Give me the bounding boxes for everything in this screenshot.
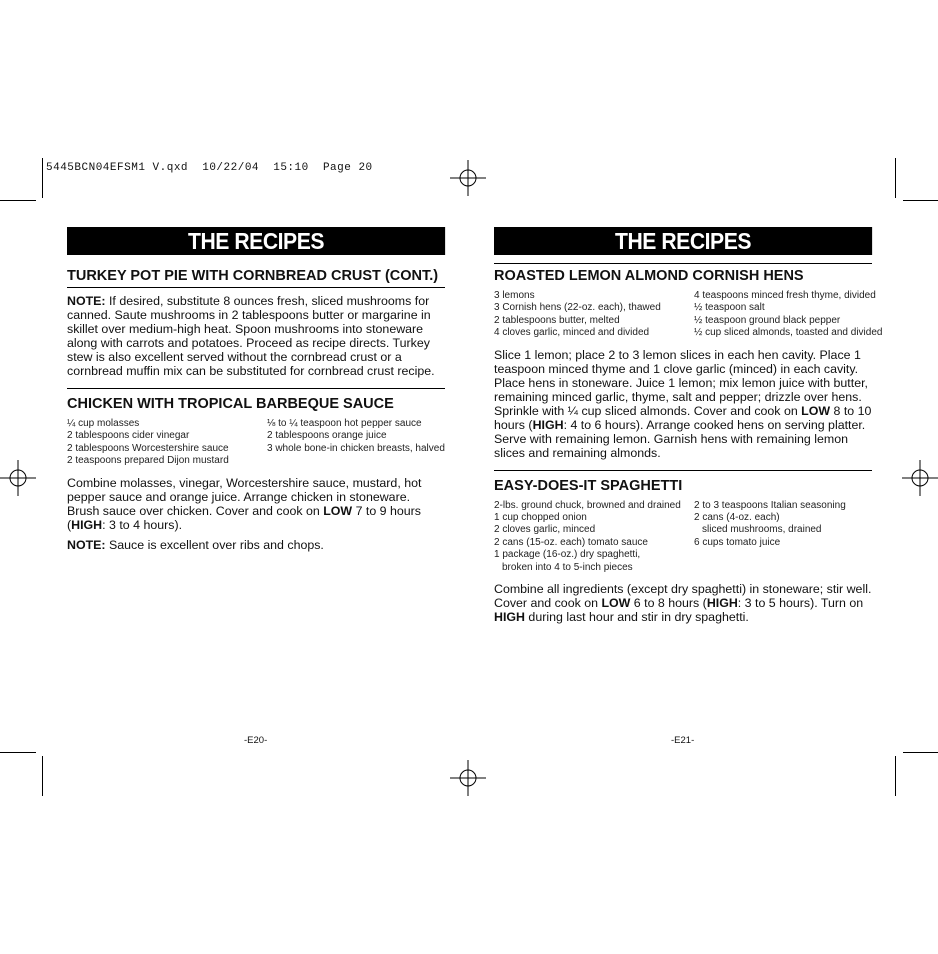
crop-mark xyxy=(0,200,36,201)
high-setting: HIGH xyxy=(494,610,525,625)
recipe-directions xyxy=(494,582,872,624)
high-setting: HIGH xyxy=(71,517,103,532)
low-setting: LOW xyxy=(323,503,353,518)
ingredient: 3 whole bone-in chicken breasts, halved xyxy=(267,442,445,454)
crop-mark xyxy=(42,158,43,198)
recipe-note xyxy=(67,294,445,378)
registration-mark-icon xyxy=(450,160,486,196)
ingredient: ½ teaspoon salt xyxy=(694,302,765,314)
low-setting: LOW xyxy=(801,403,831,418)
ingredient: 2 tablespoons Worcestershire sauce xyxy=(67,442,229,454)
directions-text: Combine molasses, vinegar, Worcestershire sauce, mustard, hot pepper sauce and orange juice. Arrange chicken in stoneware. Brush sauce over chicken. Cover and cook on xyxy=(67,475,422,518)
directions-text: Slice 1 lemon; place 2 to 3 lemon slices in each hen cavity. Place 1 teaspoon minced thyme and 1 clove garlic (minced) in each cavity. Place hens in stoneware. Juice 1 lemon; mix lemon juice with butter, remaining minced garlic, thyme, salt and pepper; drizzle over hens. Sprinkle with ¼ cup sliced almonds. Cover and cook on xyxy=(494,347,868,418)
recipe-directions xyxy=(494,348,872,460)
ingredient: 2 to 3 teaspoons Italian seasoning xyxy=(694,499,846,511)
note-text: Sauce is excellent over ribs and chops. xyxy=(105,537,324,552)
recipe-title: ROASTED LEMON ALMOND CORNISH HENS xyxy=(494,263,872,287)
page-number: -E20- xyxy=(244,735,268,746)
ingredient: 2 cans (15-oz. each) tomato sauce xyxy=(494,536,648,548)
high-setting: HIGH xyxy=(532,417,564,432)
low-setting: LOW xyxy=(601,596,631,611)
ingredient: 2 teaspoons prepared Dijon mustard xyxy=(67,455,229,467)
ingredient-list xyxy=(494,500,872,574)
ingredient: 1 package (16-oz.) dry spaghetti, xyxy=(494,549,641,561)
ingredient: ½ teaspoon ground black pepper xyxy=(694,314,841,326)
recipe-title: TURKEY POT PIE WITH CORNBREAD CRUST (CONT.) xyxy=(67,267,445,288)
ingredient: 2 tablespoons orange juice xyxy=(267,430,387,442)
directions-text: : 3 to 4 hours). xyxy=(102,517,183,532)
ingredient: 2 tablespoons butter, melted xyxy=(494,314,620,326)
ingredient: 2-lbs. ground chuck, browned and drained xyxy=(494,499,681,511)
ingredient: 3 lemons xyxy=(494,290,535,301)
high-setting: HIGH xyxy=(706,596,738,611)
ingredient: 4 teaspoons minced fresh thyme, divided xyxy=(694,290,876,301)
note-label: NOTE: xyxy=(67,294,106,308)
crop-mark xyxy=(895,158,896,198)
directions-text: 6 to 8 hours ( xyxy=(630,596,707,611)
crop-mark xyxy=(903,200,938,201)
right-page xyxy=(494,227,883,625)
ingredient: 6 cups tomato juice xyxy=(694,536,781,548)
ingredient: ½ cup sliced almonds, toasted and divided xyxy=(694,327,883,339)
registration-mark-icon xyxy=(902,460,938,496)
file-slug: 5445BCN04EFSM1 V.qxd 10/22/04 15:10 Page 20 xyxy=(46,162,373,174)
page-number: -E21- xyxy=(671,735,695,746)
recipe-directions xyxy=(67,476,445,532)
directions-text: 8 to 10 hours ( xyxy=(494,403,872,432)
crop-mark xyxy=(903,752,938,753)
ingredient-list xyxy=(494,290,883,340)
ingredient-list xyxy=(67,418,445,468)
ingredient: sliced mushrooms, drained xyxy=(702,524,822,536)
directions-text: during last hour and stir in dry spaghetti. xyxy=(524,610,749,625)
directions-text: Combine all ingredients (except dry spaghetti) in stoneware; stir well. Cover and cook on xyxy=(494,582,872,611)
ingredient: 2 cloves garlic, minced xyxy=(494,524,596,536)
recipe-note xyxy=(67,538,445,552)
left-page xyxy=(67,227,445,552)
section-banner: THE RECIPES xyxy=(67,227,445,255)
ingredient: ¼ cup molasses xyxy=(67,418,140,429)
ingredient: 4 cloves garlic, minced and divided xyxy=(494,327,650,339)
ingredient: 2 cans (4-oz. each) xyxy=(694,512,780,524)
recipe-title: CHICKEN WITH TROPICAL BARBEQUE SAUCE xyxy=(67,388,445,415)
directions-text: : 3 to 5 hours). Turn on xyxy=(737,596,864,611)
section-banner: THE RECIPES xyxy=(494,227,872,255)
ingredient: 3 Cornish hens (22-oz. each), thawed xyxy=(494,302,661,314)
ingredient: 2 tablespoons cider vinegar xyxy=(67,430,190,442)
crop-mark xyxy=(42,756,43,796)
crop-mark xyxy=(0,752,36,753)
crop-mark xyxy=(895,756,896,796)
directions-text: 7 to 9 hours ( xyxy=(67,503,422,532)
directions-text: : 4 to 6 hours). Arrange cooked hens on serving platter. Serve with remaining lemon. Garnish hens with remaining lemon slices and remaining almonds. xyxy=(494,417,866,460)
note-text: If desired, substitute 8 ounces fresh, sliced mushrooms for canned. Saute mushrooms in 2 tablespoons butter or margarine in skillet over medium-high heat. Spoon mushrooms into stoneware along with carrots and potatoes. Proceed as recipe directs. Turkey stew is also excellent served without the cornbread crust or a cornbread muffin mix can be substituted for cornbread crust recipe. xyxy=(67,294,435,378)
recipe-title: EASY-DOES-IT SPAGHETTI xyxy=(494,470,872,497)
note-label: NOTE: xyxy=(67,537,106,552)
ingredient: 1 cup chopped onion xyxy=(494,512,587,524)
registration-mark-icon xyxy=(450,760,486,796)
registration-mark-icon xyxy=(0,460,36,496)
ingredient: broken into 4 to 5-inch pieces xyxy=(502,561,633,573)
ingredient: ⅛ to ¼ teaspoon hot pepper sauce xyxy=(267,418,422,429)
